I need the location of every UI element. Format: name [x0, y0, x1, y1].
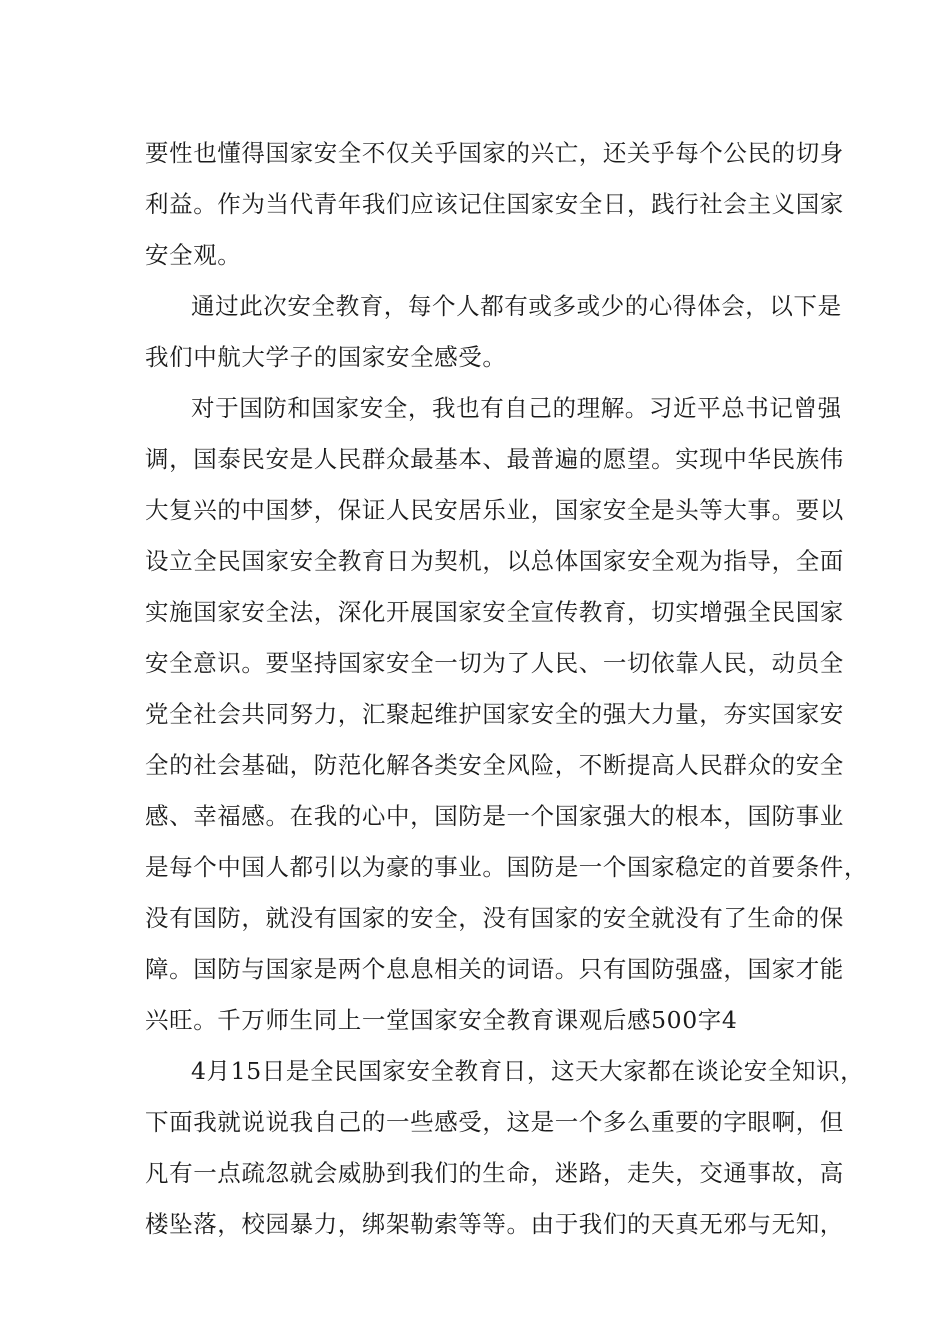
- text-line: 安全观。: [145, 241, 242, 269]
- text-line: 下面我就说说我自己的一些感受，这是一个多么重要的字眼啊，但: [145, 1108, 844, 1136]
- text-line: 凡有一点疏忽就会威胁到我们的生命，迷路，走失，交通事故，高: [145, 1159, 844, 1187]
- text-line: 利益。作为当代青年我们应该记住国家安全日，践行社会主义国家: [145, 190, 844, 218]
- text-line: 安全意识。要坚持国家安全一切为了人民、一切依靠人民，动员全: [145, 649, 844, 677]
- paragraph-first-line: 对于国防和国家安全，我也有自己的理解。习近平总书记曾强: [191, 394, 842, 422]
- text-line: 要性也懂得国家安全不仅关乎国家的兴亡，还关乎每个公民的切身: [145, 139, 844, 167]
- text-line: 设立全民国家安全教育日为契机，以总体国家安全观为指导，全面: [145, 547, 844, 575]
- text-line: 障。国防与国家是两个息息相关的词语。只有国防强盛，国家才能: [145, 955, 844, 983]
- text-line: 感、幸福感。在我的心中，国防是一个国家强大的根本，国防事业: [145, 802, 844, 830]
- text-line: 调，国泰民安是人民群众最基本、最普遍的愿望。实现中华民族伟: [145, 445, 844, 473]
- paragraph-first-line: 4月15日是全民国家安全教育日，这天大家都在谈论安全知识，: [191, 1057, 865, 1085]
- text-line: 是每个中国人都引以为豪的事业。国防是一个国家稳定的首要条件，: [145, 853, 868, 881]
- text-line: 大复兴的中国梦，保证人民安居乐业，国家安全是头等大事。要以: [145, 496, 844, 524]
- text-line: 我们中航大学子的国家安全感受。: [145, 343, 507, 371]
- text-line: 楼坠落，校园暴力，绑架勒索等等。由于我们的天真无邪与无知，: [145, 1210, 844, 1238]
- text-line: 实施国家安全法，深化开展国家安全宣传教育，切实增强全民国家: [145, 598, 844, 626]
- text-line: 兴旺。千万师生同上一堂国家安全教育课观后感500字4: [145, 1006, 738, 1034]
- text-line: 没有国防，就没有国家的安全，没有国家的安全就没有了生命的保: [145, 904, 844, 932]
- text-line: 党全社会共同努力，汇聚起维护国家安全的强大力量，夯实国家安: [145, 700, 844, 728]
- paragraph-first-line: 通过此次安全教育，每个人都有或多或少的心得体会，以下是: [191, 292, 842, 320]
- text-line: 全的社会基础，防范化解各类安全风险，不断提高人民群众的安全: [145, 751, 844, 779]
